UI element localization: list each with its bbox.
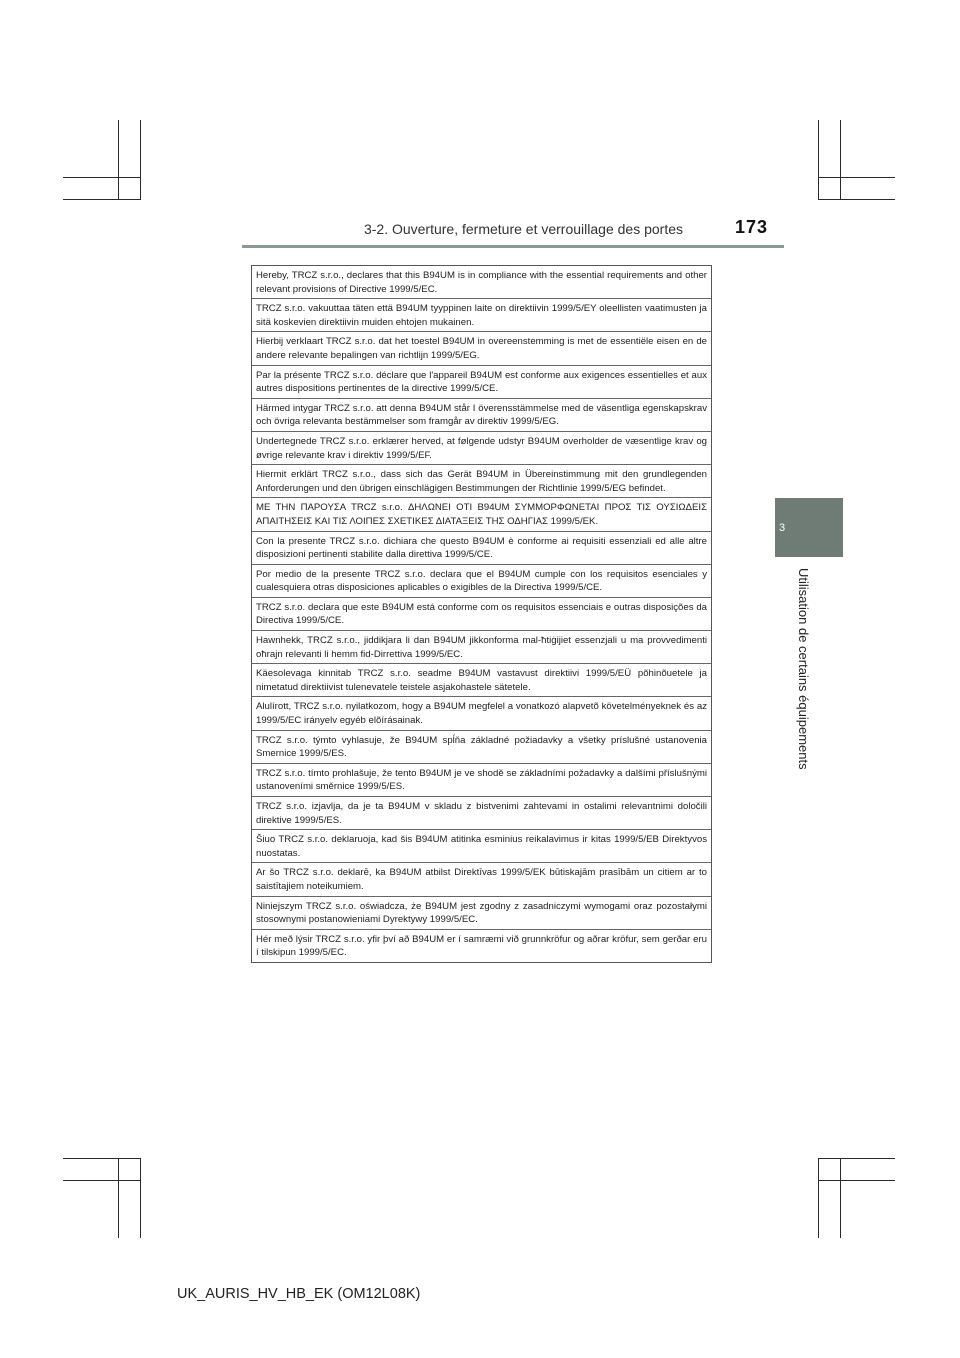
declaration-row: Hér með lýsir TRCZ s.r.o. yfir því að B94UM er í samræmi við grunnkröfur og aðrar kröfur, sem gerðar eru í tilskipun 1999/5/EC. xyxy=(256,933,707,959)
declaration-row: Šiuo TRCZ s.r.o. deklaruoja, kad šis B94UM atitinka esminius reikalavimus ir kitas 1999/5/EB Direktyvos nuostatas. xyxy=(252,830,711,863)
declaration-row: Hiermit erklärt TRCZ s.r.o., dass sich das Gerät B94UM in Übereinstimmung mit den grundlegenden Anforderungen und den übrigen einschlägigen Bestimmungen der Richtlinie 1999/5/EG befindet. xyxy=(252,465,711,498)
declaration-row: Por medio de la presente TRCZ s.r.o. declara que el B94UM cumple con los requisitos esenciales y cualesquiera otras disposiciones aplicables o exigibles de la Directiva 1999/5/CE. xyxy=(252,565,711,598)
page-number: 173 xyxy=(735,217,769,237)
declaration-row: TRCZ s.r.o. izjavlja, da je ta B94UM v skladu z bistvenimi zahtevami in ostalimi relevantnimi določili direktive 1999/5/ES. xyxy=(252,797,711,830)
declaration-row: Niniejszym TRCZ s.r.o. oświadcza, że B94UM jest zgodny z zasadniczymi wymogami oraz pozostałymi stosownymi postanowieniami Dyrektywy 1999/5/EC. xyxy=(252,897,711,930)
chapter-number: 3 xyxy=(779,522,786,534)
document-code: UK_AURIS_HV_HB_EK (OM12L08K) xyxy=(177,1286,421,1302)
declaration-row: Hereby, TRCZ s.r.o., declares that this B94UM is in compliance with the essential requirements and other relevant provisions of Directive 1999/5/EC. xyxy=(252,266,711,299)
declaration-row: TRCZ s.r.o. vakuuttaa täten että B94UM tyyppinen laite on direktiivin 1999/5/EY oleellisten vaatimusten ja sitä koskevien direktiivin muiden ehtojen mukainen. xyxy=(252,299,711,332)
declarations-table xyxy=(251,265,712,963)
declaration-row: Käesolevaga kinnitab TRCZ s.r.o. seadme B94UM vastavust direktiivi 1999/5/EÜ põhinõuetele ja nimetatud direktiivist tulenevatele teistele asjakohastele sätetele. xyxy=(252,664,711,697)
declaration-row: TRCZ s.r.o. týmto vyhlasuje, že B94UM spĺňa základné požiadavky a všetky príslušné ustanovenia Smernice 1999/5/ES. xyxy=(252,731,711,764)
header-divider xyxy=(242,245,784,248)
declaration-row: Hierbij verklaart TRCZ s.r.o. dat het toestel B94UM in overeenstemming is met de essentiële eisen en de andere relevante bepalingen van richtlijn 1999/5/EG. xyxy=(252,332,711,365)
declaration-row: Härmed intygar TRCZ s.r.o. att denna B94UM står I överensstämmelse med de väsentliga egenskapskrav och övriga relevanta bestämmelser som framgår av direktiv 1999/5/EG. xyxy=(252,399,711,432)
chapter-tab xyxy=(775,498,843,557)
declaration-row: Par la présente TRCZ s.r.o. déclare que l'appareil B94UM est conforme aux exigences essentielles et aux autres dispositions pertinentes de la directive 1999/5/CE. xyxy=(252,366,711,399)
declaration-row: Undertegnede TRCZ s.r.o. erklærer herved, at følgende udstyr B94UM overholder de væsentlige krav og øvrige relevante krav i direktiv 1999/5/EF. xyxy=(252,432,711,465)
chapter-label: Utilisation de certains équipements xyxy=(796,568,811,770)
declaration-row: ΜΕ ΤΗΝ ΠΑΡΟΥΣΑ TRCZ s.r.o. ΔΗΛΩΝΕΙ ΟΤΙ B94UM ΣΥΜΜΟΡΦΩΝΕΤΑΙ ΠΡΟΣ ΤΙΣ ΟΥΣΙΩΔΕΙΣ ΑΠΑΙΤΗΣΕΙΣ ΚΑΙ ΤΙΣ ΛΟΙΠΕΣ ΣΧΕΤΙΚΕΣ ΔΙΑΤΑΞΕΙΣ ΤΗΣ ΟΔΗΓΙΑΣ 1999/5/ΕΚ. xyxy=(252,498,711,531)
declaration-row: TRCZ s.r.o. declara que este B94UM está conforme com os requisitos essenciais e outras disposições da Directiva 1999/5/CE. xyxy=(252,598,711,631)
declaration-row: Hawnhekk, TRCZ s.r.o., jiddikjara li dan B94UM jikkonforma mal-ħtiġijiet essenzjali u ma provvedimenti oħrajn relevanti li hemm fid-Dirrettiva 1999/5/EC. xyxy=(252,631,711,664)
declaration-row: Ar šo TRCZ s.r.o. deklarē, ka B94UM atbilst Direktīvas 1999/5/EK būtiskajām prasībām un citiem ar to saistītajiem noteikumiem. xyxy=(252,863,711,896)
declaration-row: Alulírott, TRCZ s.r.o. nyilatkozom, hogy a B94UM megfelel a vonatkozó alapvetõ követelményeknek és az 1999/5/EC irányelv egyéb elõírásainak. xyxy=(252,697,711,730)
declaration-row: TRCZ s.r.o. tímto prohlašuje, že tento B94UM je ve shodě se základními požadavky a dalšími příslušnými ustanoveními směrnice 1999/5/ES. xyxy=(252,764,711,797)
declaration-row: Con la presente TRCZ s.r.o. dichiara che questo B94UM è conforme ai requisiti essenziali ed alle altre disposizioni pertinenti stabilite dalla direttiva 1999/5/CE. xyxy=(252,532,711,565)
section-title: 3-2. Ouverture, fermeture et verrouillage des portes xyxy=(363,221,683,237)
